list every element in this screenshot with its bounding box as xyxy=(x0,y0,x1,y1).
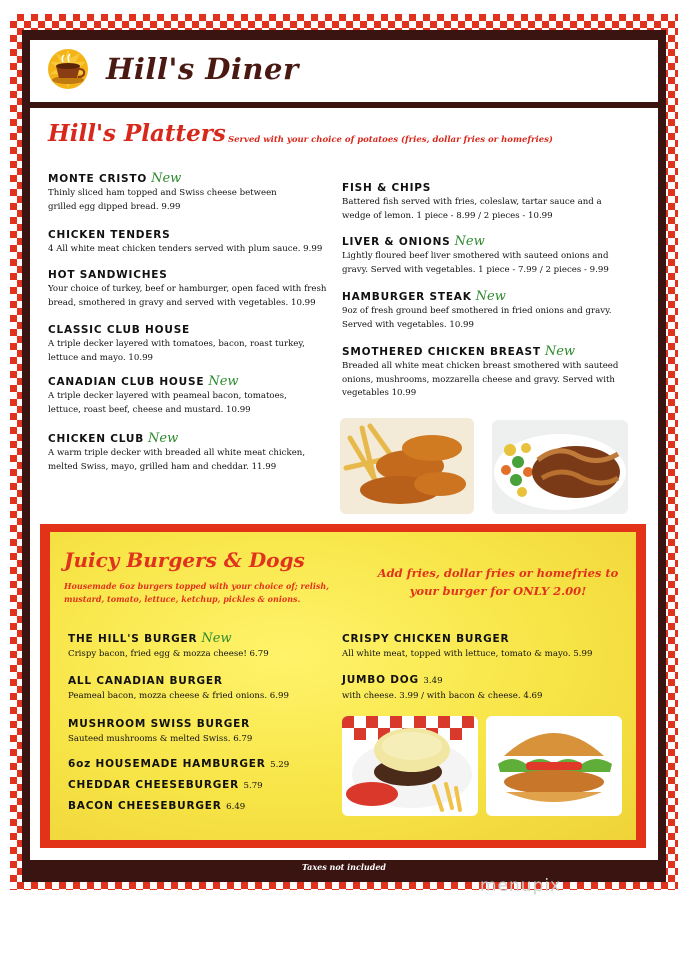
item-name: HOT SANDWICHES xyxy=(48,269,168,281)
item-description: A triple decker layered with tomatoes, bacon, roast turkey, lettuce and mayo. 10.99 xyxy=(48,339,305,363)
item-name: 6oz HOUSEMADE HAMBURGER xyxy=(68,758,266,770)
new-badge: New xyxy=(201,631,232,646)
menu-item xyxy=(48,375,348,417)
item-description: A warm triple decker with breaded all white meat chicken, melted Swiss, mayo, grilled ham and cheddar. 11.99 xyxy=(48,448,306,472)
item-name: BACON CHEESEBURGER xyxy=(68,800,222,812)
menu-item xyxy=(68,717,348,746)
cheeseburger-photo xyxy=(342,716,478,816)
burgers-subtitle: Housemade 6oz burgers topped with your choice of; relish, mustard, tomato, lettuce, ketchup, pickles & onions. xyxy=(64,581,329,604)
menu-item xyxy=(342,673,622,703)
item-name: HAMBURGER STEAK xyxy=(342,291,472,303)
item-name: MONTE CRISTO xyxy=(48,173,148,185)
new-badge: New xyxy=(544,344,576,359)
new-badge: New xyxy=(454,234,485,249)
item-name: LIVER & ONIONS xyxy=(342,236,451,248)
item-name: THE HILL'S BURGER xyxy=(68,633,198,645)
item-description: Thinly sliced ham topped and Swiss cheese between grilled egg dipped bread. 9.99 xyxy=(48,188,277,212)
item-name: SMOTHERED CHICKEN BREAST xyxy=(342,346,541,358)
menu-item xyxy=(48,323,348,365)
item-name: JUMBO DOG xyxy=(342,674,419,686)
menu-item xyxy=(48,432,348,474)
item-name: CHICKEN CLUB xyxy=(48,433,145,445)
item-description: Crispy bacon, fried egg & mozza cheese! 6.79 xyxy=(68,649,269,659)
new-badge: New xyxy=(148,431,179,446)
item-description: Battered fish served with fries, coleslaw, tartar sauce and a wedge of lemon. 1 piece - 8.99 / 2 pieces - 10.99 xyxy=(342,197,602,221)
item-price: 3.49 xyxy=(423,676,443,686)
menu-item xyxy=(68,799,348,814)
item-name: CHEDDAR CHEESEBURGER xyxy=(68,779,240,791)
item-price: 5.79 xyxy=(243,781,263,791)
item-name: CLASSIC CLUB HOUSE xyxy=(48,324,191,336)
item-description: Peameal bacon, mozza cheese & fried onions. 6.99 xyxy=(68,691,289,701)
hamburger-steak-photo xyxy=(492,420,628,514)
watermark: menupix xyxy=(480,876,562,896)
menu-item xyxy=(342,235,642,277)
item-description: 9oz of fresh ground beef smothered in fried onions and gravy. Served with vegetables. 10.99 xyxy=(342,306,612,330)
item-name: ALL CANADIAN BURGER xyxy=(68,675,223,687)
item-description: Breaded all white meat chicken breast smothered with sauteed onions, mushrooms, mozzarella cheese and gravy. Served with vegetables 10.99 xyxy=(342,361,619,398)
taxes-note: Taxes not included xyxy=(301,862,386,872)
item-description: A triple decker layered with peameal bacon, tomatoes, lettuce, roast beef, cheese and mustard. 10.99 xyxy=(48,391,287,415)
menu-item xyxy=(342,181,642,223)
page-title: Hill's Diner xyxy=(106,52,299,86)
item-price: 5.29 xyxy=(270,760,290,770)
new-badge: New xyxy=(151,171,182,186)
menu-item xyxy=(342,290,642,332)
item-description: Your choice of turkey, beef or hamburger, open faced with fresh bread, smothered in gravy and served with vegetables. 10.99 xyxy=(48,284,327,308)
menu-item xyxy=(48,268,348,310)
chicken-tenders-photo xyxy=(340,418,474,514)
menu-item xyxy=(48,228,348,257)
menu-item xyxy=(68,674,348,703)
coffee-cup-icon xyxy=(42,44,94,94)
menu-item xyxy=(68,778,348,793)
item-name: CRISPY CHICKEN BURGER xyxy=(342,633,510,645)
item-description: 4 All white meat chicken tenders served with plum sauce. 9.99 xyxy=(48,244,323,254)
menu-item xyxy=(342,632,622,661)
platters-subtitle: Served with your choice of potatoes (fries, dollar fries or homefries) xyxy=(228,135,553,145)
platters-title: Hill's Platters xyxy=(48,120,226,147)
item-name: MUSHROOM SWISS BURGER xyxy=(68,718,251,730)
item-name: CANADIAN CLUB HOUSE xyxy=(48,376,205,388)
burgers-title: Juicy Burgers & Dogs xyxy=(64,548,305,572)
item-description: All white meat, topped with lettuce, tomato & mayo. 5.99 xyxy=(342,649,593,659)
new-badge: New xyxy=(475,289,506,304)
menu-item xyxy=(68,757,348,772)
item-description: Lightly floured beef liver smothered with sauteed onions and gravy. Served with vegetables. 1 piece - 7.99 / 2 pieces - 9.99 xyxy=(342,251,609,275)
item-price: 6.49 xyxy=(226,802,246,812)
item-name: CHICKEN TENDERS xyxy=(48,229,171,241)
menu-item xyxy=(48,172,348,214)
menu-item xyxy=(342,345,642,401)
fries-addon-note: Add fries, dollar fries or homefries to your burger for ONLY 2.00! xyxy=(377,566,619,598)
item-description: Sauteed mushrooms & melted Swiss. 6.79 xyxy=(68,734,253,744)
new-badge: New xyxy=(208,374,239,389)
item-description: with cheese. 3.99 / with bacon & cheese. 4.69 xyxy=(342,691,543,701)
menu-item xyxy=(68,632,348,661)
chicken-burger-photo xyxy=(486,716,622,816)
item-name: FISH & CHIPS xyxy=(342,182,432,194)
